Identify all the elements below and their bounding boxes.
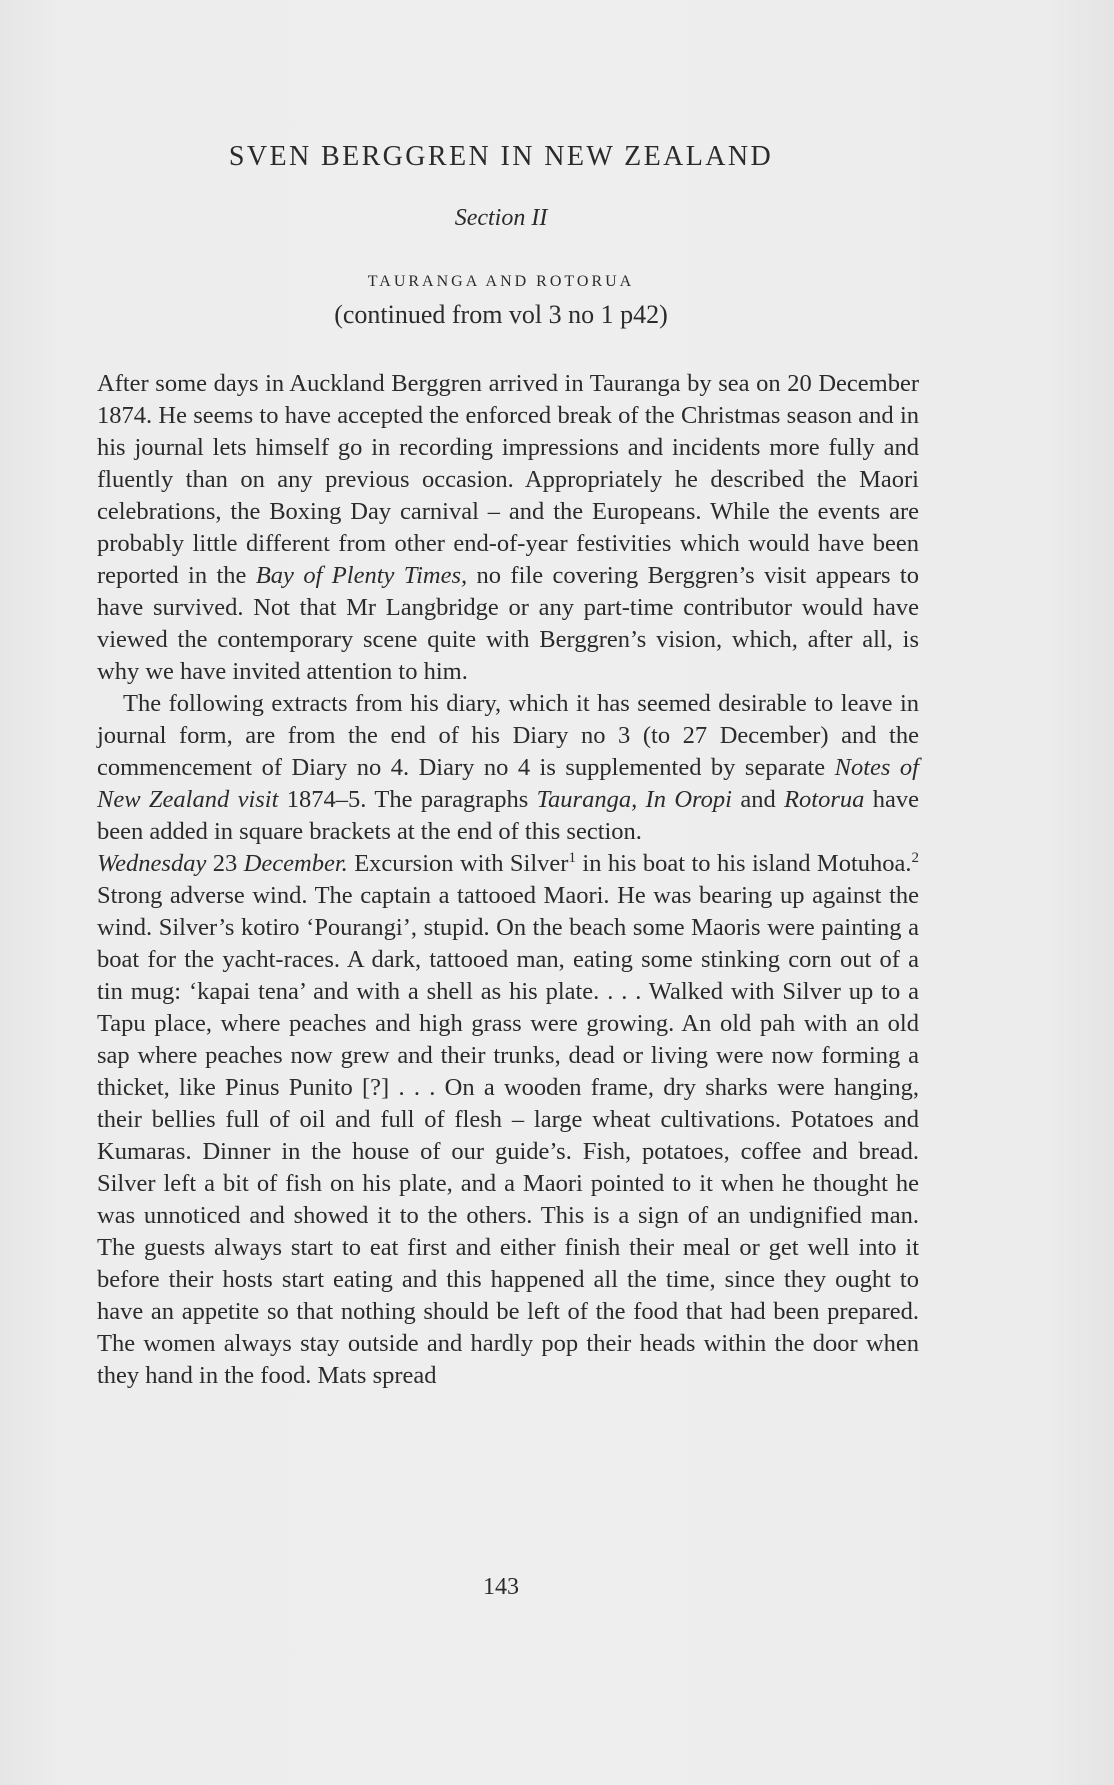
notes-title: Notes of New Zealand visit xyxy=(97,754,919,813)
paragraph-name-rotorua: Rotorua xyxy=(784,786,865,813)
continuation-note: (continued from vol 3 no 1 p42) xyxy=(334,300,668,329)
page-number: 143 xyxy=(483,1574,519,1600)
paragraph-name-tauranga-oropi: Tauranga, In Oropi xyxy=(536,786,732,813)
diary-entry-month: December. xyxy=(243,850,348,877)
diary-entry-day: 23 xyxy=(206,850,244,877)
extracts-and: and xyxy=(731,786,785,813)
body-text xyxy=(97,368,919,1392)
section-heading: Section II xyxy=(454,205,548,231)
diary-entry-text-c: Strong adverse wind. The captain a tattooed Maori. He was bearing up against the wind. Silver’s kotiro ‘Pourangi’, stupid. On the beach some Maoris were painting a boat for the yacht-races. A dark, tattooed man, eating some stinking corn out of a tin mug: ‘kapai tena’ and with a shell as his plate. . . . Walked with Silver up to a Tapu place, where peaches and high grass were growing. An old pah with an old sap where peaches now grew and their trunks, dead or living were now forming a thicket, like Pinus Punito [?] . . . On a wooden frame, dry sharks were hanging, their bellies full of oil and full of flesh – large wheat cultivations. Potatoes and Kumaras. Dinner in the house of our guide’s. Fish, potatoes, coffee and bread. Silver left a bit of fish on his plate, and a Maori pointed to it when he thought he was unnoticed and showed it to the others. This is a sign of an undignified man. The guests always start to eat first and either finish their meal or get well into it before their hosts start eating and this happened all the time, since they ought to have an appetite so that nothing should be left of the food that had been prepared. The women always stay outside and hardly pop their heads within the door when they hand in the food. Mats spread xyxy=(97,882,919,1389)
extracts-text-end: have been added in square brackets at the end of this section. xyxy=(97,786,920,845)
intro-text: After some days in Auckland Berggren arrived in Tauranga by sea on 20 December 1874. He seems to have accepted the enforced break of the Christmas season and in his journal lets himself go in recording impressions and incidents more fully and fluently than on any previous occasion. Appropriately he described the Maori celebrations, the Boxing Day carnival – and the Europeans. While the events are probably little different from other end-of-year festivities which would have been reported in the xyxy=(97,370,919,589)
newspaper-title: Bay of Plenty Times, xyxy=(255,562,468,589)
paragraph-extracts xyxy=(97,688,919,848)
intro-text-end: no file covering Berggren’s visit appears to have survived. Not that Mr Langbridge or any part-time contributor would have viewed the contemporary scene quite with Berggren’s vision, which, after all, is why we have invited attention to him. xyxy=(97,562,919,685)
footnote-marker-1: 1 xyxy=(568,850,576,866)
footnote-marker-2: 2 xyxy=(911,850,920,866)
diary-entry-text-a: Excursion with Silver xyxy=(347,850,569,877)
diary-entry-text-b: in his boat to his island Motuhoa. xyxy=(575,850,912,877)
subheading: TAURANGA AND ROTORUA xyxy=(367,273,635,290)
diary-entry xyxy=(97,848,919,1392)
extracts-text-mid: 1874–5. The paragraphs xyxy=(278,786,537,813)
paragraph-intro xyxy=(97,368,919,688)
extracts-text: The following extracts from his diary, which it has seemed desirable to leave in journal form, are from the end of his Diary no 3 (to 27 December) and the commencement of Diary no 4. Diary no 4 is supplemented by separate xyxy=(97,690,919,781)
diary-entry-weekday: Wednesday xyxy=(97,850,207,877)
article-title: SVEN BERGGREN IN NEW ZEALAND xyxy=(228,141,774,172)
